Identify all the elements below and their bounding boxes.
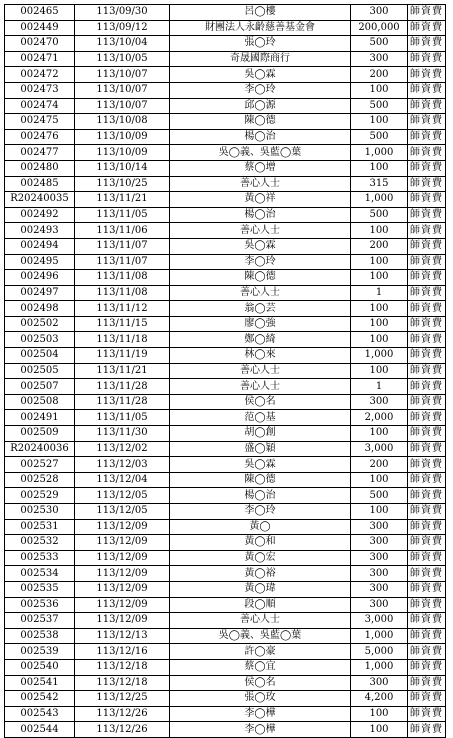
amount-cell: 500 [351,488,408,504]
date-cell: 113/12/09 [75,535,170,551]
receipt-id-cell: 002473 [5,82,75,98]
date-cell: 113/09/30 [75,5,170,21]
category-cell: 師資費 [408,410,446,426]
category-cell: 師資費 [408,379,446,395]
date-cell: 113/12/05 [75,504,170,520]
donor-cell: 吳◯義、吳藍◯葉 [170,145,351,161]
date-cell: 113/12/16 [75,644,170,660]
receipt-id-cell: 002449 [5,20,75,36]
amount-cell: 100 [351,316,408,332]
donor-cell: 吳◯霖 [170,67,351,83]
table-row [5,644,446,660]
amount-cell: 200 [351,457,408,473]
receipt-id-cell: 002508 [5,394,75,410]
donor-cell: 段◯順 [170,597,351,613]
amount-cell: 100 [351,270,408,286]
donor-cell: 盛◯穎 [170,441,351,457]
table-row [5,675,446,691]
donor-cell: 善心人士 [170,379,351,395]
amount-cell: 300 [351,597,408,613]
receipt-id-cell: 002536 [5,597,75,613]
receipt-id-cell: 002470 [5,36,75,52]
receipt-id-cell: 002544 [5,722,75,738]
category-cell: 師資費 [408,254,446,270]
donor-cell: 善心人士 [170,363,351,379]
receipt-id-cell: 002492 [5,207,75,223]
category-cell: 師資費 [408,270,446,286]
amount-cell: 100 [351,223,408,239]
date-cell: 113/12/18 [75,659,170,675]
table-row [5,581,446,597]
table-row [5,706,446,722]
receipt-id-cell: 002465 [5,5,75,21]
category-cell: 師資費 [408,644,446,660]
category-cell: 師資費 [408,207,446,223]
date-cell: 113/10/09 [75,129,170,145]
table-row [5,176,446,192]
donation-ledger-table [4,4,446,738]
date-cell: 113/12/02 [75,441,170,457]
receipt-id-cell: 002471 [5,51,75,67]
category-cell: 師資費 [408,566,446,582]
category-cell: 師資費 [408,129,446,145]
date-cell: 113/11/19 [75,348,170,364]
amount-cell: 3,000 [351,613,408,629]
amount-cell: 500 [351,98,408,114]
date-cell: 113/12/09 [75,566,170,582]
amount-cell: 100 [351,504,408,520]
receipt-id-cell: 002509 [5,426,75,442]
donor-cell: 黃◯ [170,519,351,535]
donor-cell: 楊◯治 [170,129,351,145]
donor-cell: 李◯玲 [170,254,351,270]
receipt-id-cell: R20240036 [5,441,75,457]
amount-cell: 100 [351,722,408,738]
receipt-id-cell: 002491 [5,410,75,426]
date-cell: 113/11/06 [75,223,170,239]
donor-cell: 吳◯義、吳藍◯葉 [170,628,351,644]
receipt-id-cell: 002477 [5,145,75,161]
table-row [5,207,446,223]
category-cell: 師資費 [408,597,446,613]
donor-cell: 善心人士 [170,223,351,239]
receipt-id-cell: 002530 [5,504,75,520]
receipt-id-cell: 002472 [5,67,75,83]
table-row [5,316,446,332]
donor-cell: 李◯玲 [170,82,351,98]
receipt-id-cell: 002480 [5,160,75,176]
date-cell: 113/11/21 [75,192,170,208]
amount-cell: 500 [351,207,408,223]
table-row [5,51,446,67]
category-cell: 師資費 [408,348,446,364]
category-cell: 師資費 [408,238,446,254]
amount-cell: 5,000 [351,644,408,660]
donor-cell: 財團法人永齡慈善基金會 [170,20,351,36]
table-row [5,67,446,83]
amount-cell: 300 [351,51,408,67]
category-cell: 師資費 [408,722,446,738]
receipt-id-cell: 002540 [5,659,75,675]
amount-cell: 500 [351,129,408,145]
donor-cell: 廖◯強 [170,316,351,332]
category-cell: 師資費 [408,82,446,98]
amount-cell: 1,000 [351,145,408,161]
donor-cell: 楊◯治 [170,207,351,223]
receipt-id-cell: 002494 [5,238,75,254]
table-row [5,363,446,379]
receipt-id-cell: 002496 [5,270,75,286]
donor-cell: 黃◯瑋 [170,581,351,597]
date-cell: 113/11/05 [75,207,170,223]
receipt-id-cell: 002493 [5,223,75,239]
date-cell: 113/11/30 [75,426,170,442]
category-cell: 師資費 [408,301,446,317]
date-cell: 113/11/15 [75,316,170,332]
receipt-id-cell: 002527 [5,457,75,473]
date-cell: 113/11/05 [75,410,170,426]
amount-cell: 1 [351,379,408,395]
category-cell: 師資費 [408,581,446,597]
receipt-id-cell: 002502 [5,316,75,332]
date-cell: 113/12/18 [75,675,170,691]
table-row [5,223,446,239]
receipt-id-cell: 002538 [5,628,75,644]
receipt-id-cell: 002533 [5,550,75,566]
amount-cell: 300 [351,581,408,597]
category-cell: 師資費 [408,192,446,208]
table-row [5,519,446,535]
receipt-id-cell: 002503 [5,332,75,348]
amount-cell: 300 [351,394,408,410]
amount-cell: 315 [351,176,408,192]
table-row [5,659,446,675]
donor-cell: 李◯樺 [170,706,351,722]
category-cell: 師資費 [408,535,446,551]
table-row [5,472,446,488]
date-cell: 113/12/25 [75,691,170,707]
category-cell: 師資費 [408,332,446,348]
date-cell: 113/10/07 [75,82,170,98]
table-row [5,145,446,161]
table-row [5,5,446,21]
category-cell: 師資費 [408,628,446,644]
category-cell: 師資費 [408,550,446,566]
receipt-id-cell: 002497 [5,285,75,301]
receipt-id-cell: 002498 [5,301,75,317]
amount-cell: 300 [351,519,408,535]
amount-cell: 2,000 [351,410,408,426]
date-cell: 113/12/05 [75,488,170,504]
date-cell: 113/12/26 [75,722,170,738]
donor-cell: 邱◯源 [170,98,351,114]
amount-cell: 300 [351,566,408,582]
donor-cell: 李◯玲 [170,504,351,520]
receipt-id-cell: R20240035 [5,192,75,208]
table-row [5,285,446,301]
amount-cell: 4,200 [351,691,408,707]
receipt-id-cell: 002476 [5,129,75,145]
donor-cell: 鄭◯綺 [170,332,351,348]
table-row [5,98,446,114]
table-row [5,348,446,364]
donor-cell: 侯◯名 [170,394,351,410]
receipt-id-cell: 002495 [5,254,75,270]
receipt-id-cell: 002543 [5,706,75,722]
receipt-id-cell: 002534 [5,566,75,582]
date-cell: 113/10/04 [75,36,170,52]
donor-cell: 奇晟國際商行 [170,51,351,67]
donor-cell: 善心人士 [170,285,351,301]
category-cell: 師資費 [408,472,446,488]
date-cell: 113/10/25 [75,176,170,192]
receipt-id-cell: 002537 [5,613,75,629]
donor-cell: 范◯基 [170,410,351,426]
date-cell: 113/11/18 [75,332,170,348]
amount-cell: 300 [351,5,408,21]
table-row [5,597,446,613]
date-cell: 113/12/13 [75,628,170,644]
table-row [5,613,446,629]
category-cell: 師資費 [408,504,446,520]
date-cell: 113/11/08 [75,285,170,301]
table-row [5,426,446,442]
receipt-id-cell: 002542 [5,691,75,707]
date-cell: 113/10/08 [75,114,170,130]
amount-cell: 200 [351,67,408,83]
receipt-id-cell: 002528 [5,472,75,488]
donor-cell: 吳◯霖 [170,457,351,473]
date-cell: 113/10/05 [75,51,170,67]
table-row [5,410,446,426]
category-cell: 師資費 [408,285,446,301]
donor-cell: 許◯豪 [170,644,351,660]
table-row [5,301,446,317]
receipt-id-cell: 002535 [5,581,75,597]
date-cell: 113/12/09 [75,581,170,597]
amount-cell: 300 [351,675,408,691]
date-cell: 113/10/07 [75,67,170,83]
donor-cell: 蔡◯增 [170,160,351,176]
table-row [5,441,446,457]
receipt-id-cell: 002507 [5,379,75,395]
receipt-id-cell: 002539 [5,644,75,660]
category-cell: 師資費 [408,394,446,410]
amount-cell: 100 [351,706,408,722]
amount-cell: 100 [351,160,408,176]
category-cell: 師資費 [408,519,446,535]
amount-cell: 1,000 [351,659,408,675]
receipt-id-cell: 002541 [5,675,75,691]
table-row [5,691,446,707]
amount-cell: 100 [351,426,408,442]
category-cell: 師資費 [408,5,446,21]
category-cell: 師資費 [408,98,446,114]
table-row [5,379,446,395]
table-row [5,238,446,254]
date-cell: 113/10/09 [75,145,170,161]
donor-cell: 侯◯名 [170,675,351,691]
category-cell: 師資費 [408,316,446,332]
receipt-id-cell: 002485 [5,176,75,192]
donor-cell: 善心人士 [170,613,351,629]
category-cell: 師資費 [408,441,446,457]
date-cell: 113/11/07 [75,238,170,254]
date-cell: 113/10/07 [75,98,170,114]
date-cell: 113/11/21 [75,363,170,379]
amount-cell: 200 [351,238,408,254]
category-cell: 師資費 [408,659,446,675]
donor-cell: 翁◯芸 [170,301,351,317]
table-row [5,270,446,286]
amount-cell: 1 [351,285,408,301]
amount-cell: 100 [351,114,408,130]
date-cell: 113/12/09 [75,597,170,613]
receipt-id-cell: 002474 [5,98,75,114]
date-cell: 113/11/07 [75,254,170,270]
amount-cell: 500 [351,36,408,52]
donor-cell: 呂◯樓 [170,5,351,21]
category-cell: 師資費 [408,457,446,473]
donor-cell: 善心人士 [170,176,351,192]
table-row [5,550,446,566]
table-row [5,722,446,738]
amount-cell: 1,000 [351,628,408,644]
category-cell: 師資費 [408,426,446,442]
table-row [5,457,446,473]
category-cell: 師資費 [408,613,446,629]
date-cell: 113/12/26 [75,706,170,722]
category-cell: 師資費 [408,691,446,707]
amount-cell: 1,000 [351,192,408,208]
category-cell: 師資費 [408,20,446,36]
donor-cell: 楊◯治 [170,488,351,504]
category-cell: 師資費 [408,363,446,379]
date-cell: 113/11/08 [75,270,170,286]
amount-cell: 100 [351,472,408,488]
category-cell: 師資費 [408,488,446,504]
table-row [5,82,446,98]
amount-cell: 300 [351,535,408,551]
receipt-id-cell: 002475 [5,114,75,130]
donor-cell: 張◯玲 [170,36,351,52]
table-row [5,535,446,551]
amount-cell: 1,000 [351,348,408,364]
category-cell: 師資費 [408,36,446,52]
table-row [5,332,446,348]
donor-cell: 李◯樺 [170,722,351,738]
donor-cell: 陳◯德 [170,472,351,488]
receipt-id-cell: 002532 [5,535,75,551]
table-row [5,394,446,410]
date-cell: 113/11/28 [75,394,170,410]
category-cell: 師資費 [408,51,446,67]
category-cell: 師資費 [408,145,446,161]
category-cell: 師資費 [408,160,446,176]
donor-cell: 黃◯宏 [170,550,351,566]
date-cell: 113/10/14 [75,160,170,176]
amount-cell: 100 [351,301,408,317]
amount-cell: 100 [351,254,408,270]
date-cell: 113/12/09 [75,613,170,629]
table-row [5,488,446,504]
table-row [5,36,446,52]
receipt-id-cell: 002504 [5,348,75,364]
table-row [5,566,446,582]
date-cell: 113/12/09 [75,519,170,535]
category-cell: 師資費 [408,706,446,722]
date-cell: 113/11/28 [75,379,170,395]
receipt-id-cell: 002505 [5,363,75,379]
date-cell: 113/12/09 [75,550,170,566]
donor-cell: 黃◯祥 [170,192,351,208]
donor-cell: 黃◯裕 [170,566,351,582]
receipt-id-cell: 002529 [5,488,75,504]
table-row [5,254,446,270]
date-cell: 113/11/12 [75,301,170,317]
date-cell: 113/12/03 [75,457,170,473]
category-cell: 師資費 [408,67,446,83]
ledger-body [5,5,446,738]
donor-cell: 林◯來 [170,348,351,364]
donor-cell: 黃◯和 [170,535,351,551]
category-cell: 師資費 [408,176,446,192]
date-cell: 113/09/12 [75,20,170,36]
table-row [5,160,446,176]
donor-cell: 蔡◯宜 [170,659,351,675]
table-row [5,504,446,520]
table-row [5,20,446,36]
donor-cell: 陳◯德 [170,270,351,286]
amount-cell: 3,000 [351,441,408,457]
donor-cell: 吳◯霖 [170,238,351,254]
amount-cell: 100 [351,332,408,348]
table-row [5,192,446,208]
table-row [5,114,446,130]
amount-cell: 300 [351,550,408,566]
table-row [5,628,446,644]
amount-cell: 100 [351,363,408,379]
table-row [5,129,446,145]
date-cell: 113/12/04 [75,472,170,488]
category-cell: 師資費 [408,114,446,130]
donor-cell: 陳◯德 [170,114,351,130]
amount-cell: 200,000 [351,20,408,36]
receipt-id-cell: 002531 [5,519,75,535]
donor-cell: 張◯玫 [170,691,351,707]
category-cell: 師資費 [408,223,446,239]
donor-cell: 胡◯創 [170,426,351,442]
amount-cell: 100 [351,82,408,98]
category-cell: 師資費 [408,675,446,691]
